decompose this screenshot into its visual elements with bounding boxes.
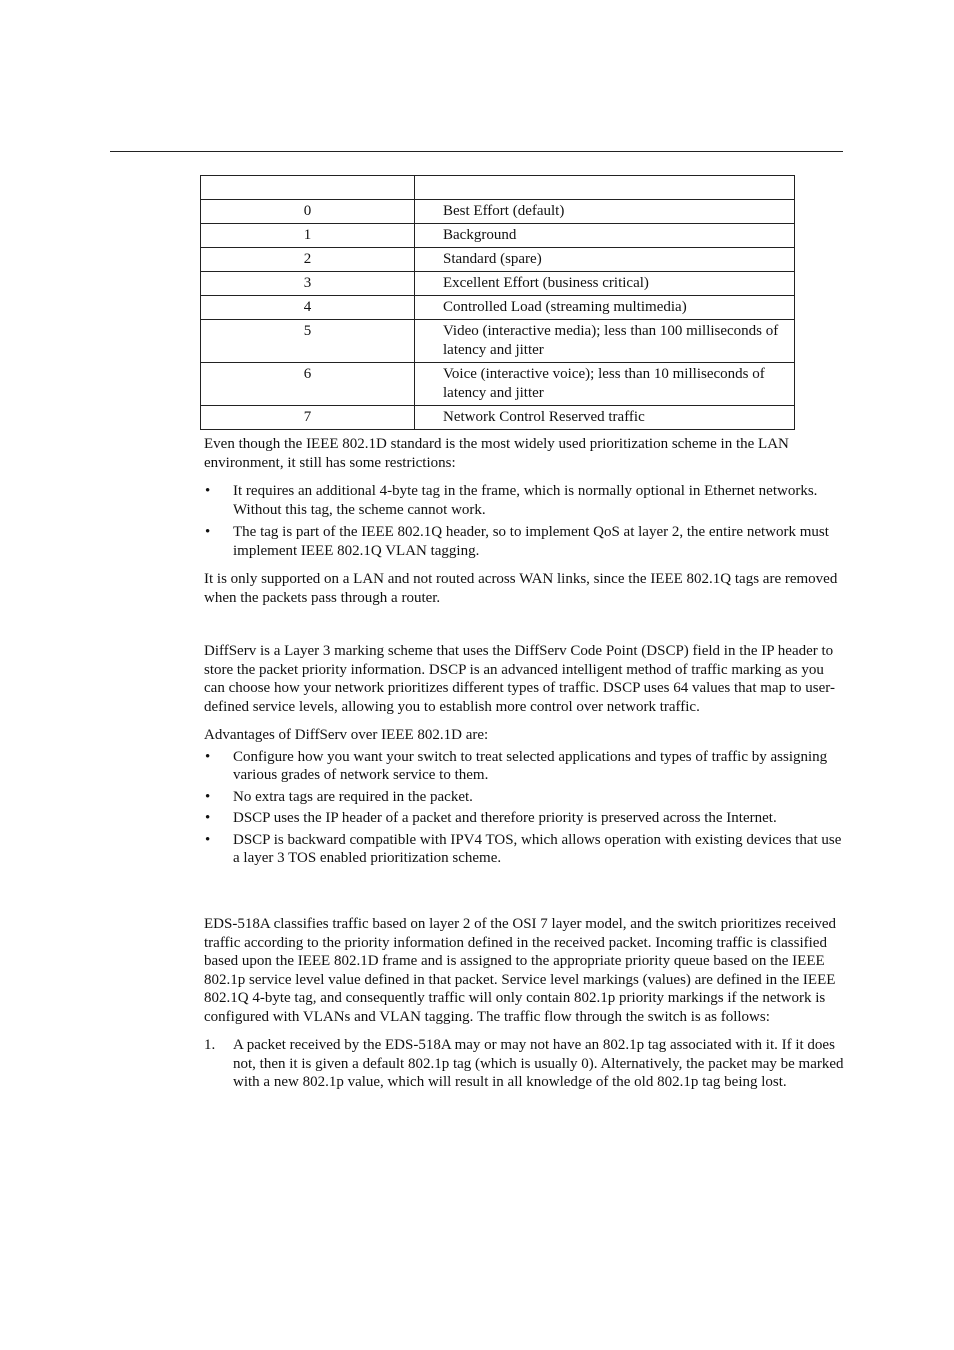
list-item [204, 748, 844, 785]
bullet-icon: • [205, 748, 211, 765]
bullet-icon: • [205, 788, 211, 805]
table-row [201, 200, 795, 224]
list-item-text: No extra tags are required in the packet. [233, 788, 473, 805]
list-item-text: DSCP is backward compatible with IPV4 TOS, which allows operation with existing devices that use a layer 3 TOS enabled prioritization scheme. [233, 831, 842, 866]
list-item-text: Configure how you want your switch to treat selected applications and types of traffic by assigning various grades of network service to them. [233, 748, 828, 783]
priority-value: 0 [201, 200, 415, 224]
diffserv-intro: DiffServ is a Layer 3 marking scheme that uses the DiffServ Code Point (DSCP) field in the IP header to store the packet priority information. DSCP is an advanced intelligent method of traffic marking as you can choose how your network prioritizes different types of traffic. DSCP uses 64 values that map to user-defined service levels, allowing you to establish more control over network traffic. [204, 643, 835, 715]
diffserv-advantages-list [204, 748, 844, 868]
list-item [204, 1036, 844, 1092]
traffic-type: Video (interactive media); less than 100 milliseconds of latency and jitter [415, 320, 795, 363]
traffic-flow-intro: EDS-518A classifies traffic based on layer 2 of the OSI 7 layer model, and the switch prioritizes received traffic according to the priority information defined in the received packet. Incoming traffic is classified based upon the IEEE 802.1D frame and is assigned to the appropriate priority queue based on the IEEE 802.1p service level value defined in that packet. Service level markings (values) are defined in the IEEE 802.1Q 4-byte tag, and consequently traffic will only contain 802.1p priority markings if the network is configured with VLANs and VLAN tagging. The traffic flow through the switch is as follows: [204, 916, 837, 1025]
traffic-type: Excellent Effort (business critical) [415, 272, 795, 296]
table-row [201, 224, 795, 248]
traffic-type: Network Control Reserved traffic [415, 406, 795, 430]
priority-value: 4 [201, 296, 415, 320]
list-item-text: It requires an additional 4-byte tag in the frame, which is normally optional in Ethernet networks. Without this tag, the scheme cannot work. [233, 483, 818, 518]
table-header-row [201, 176, 795, 200]
priority-value: 3 [201, 272, 415, 296]
bullet-icon: • [205, 810, 211, 826]
restrictions-intro: Even though the IEEE 802.1D standard is the most widely used prioritization scheme in the LAN environment, it still has some restrictions: [204, 436, 789, 471]
traffic-type: Voice (interactive voice); less than 10 milliseconds of latency and jitter [415, 363, 795, 406]
priority-value: 2 [201, 248, 415, 272]
bullet-icon: • [205, 831, 211, 848]
section-diffserv [204, 642, 844, 868]
table-row [201, 272, 795, 296]
bullet-icon: • [205, 524, 211, 540]
priority-value: 7 [201, 406, 415, 430]
priority-table [200, 175, 795, 430]
step-number: 1. [204, 1037, 216, 1053]
traffic-type: Controlled Load (streaming multimedia) [415, 296, 795, 320]
restrictions-list [204, 482, 844, 560]
table-row [201, 248, 795, 272]
priority-value: 5 [201, 320, 415, 363]
traffic-flow-steps [204, 1036, 844, 1092]
list-item [204, 788, 844, 807]
list-item-text: A packet received by the EDS-518A may or may not have an 802.1p tag associated with it. If it does not, then it is given a default 802.1p tag (which is usually 0). Alternatively, the packet may be marked with a new 802.1p value, which will result in all knowledge of the old 802.1p tag being lost. [233, 1037, 844, 1090]
priority-value: 6 [201, 363, 415, 406]
traffic-type: Best Effort (default) [415, 200, 795, 224]
list-item [204, 831, 844, 868]
section-8021d-restrictions [204, 435, 844, 607]
list-item [204, 809, 844, 828]
list-item-text: DSCP uses the IP header of a packet and therefore priority is preserved across the Internet. [233, 810, 777, 826]
traffic-type: Standard (spare) [415, 248, 795, 272]
header-rule [110, 151, 843, 152]
traffic-type: Background [415, 224, 795, 248]
bullet-icon: • [205, 483, 211, 499]
table-header-cell [201, 176, 415, 200]
table-row [201, 406, 795, 430]
restrictions-closing: It is only supported on a LAN and not routed across WAN links, since the IEEE 802.1Q tags are removed when the packets pass through a router. [204, 571, 838, 606]
table-row [201, 320, 795, 363]
section-traffic-flow [204, 915, 844, 1092]
priority-value: 1 [201, 224, 415, 248]
list-item-text: The tag is part of the IEEE 802.1Q header, so to implement QoS at layer 2, the entire network must implement IEEE 802.1Q VLAN tagging. [233, 524, 829, 559]
table-header-cell [415, 176, 795, 200]
list-item [204, 523, 844, 560]
table-row [201, 363, 795, 406]
diffserv-advantages-label: Advantages of DiffServ over IEEE 802.1D are: [204, 727, 489, 743]
list-item [204, 482, 844, 519]
table-row [201, 296, 795, 320]
